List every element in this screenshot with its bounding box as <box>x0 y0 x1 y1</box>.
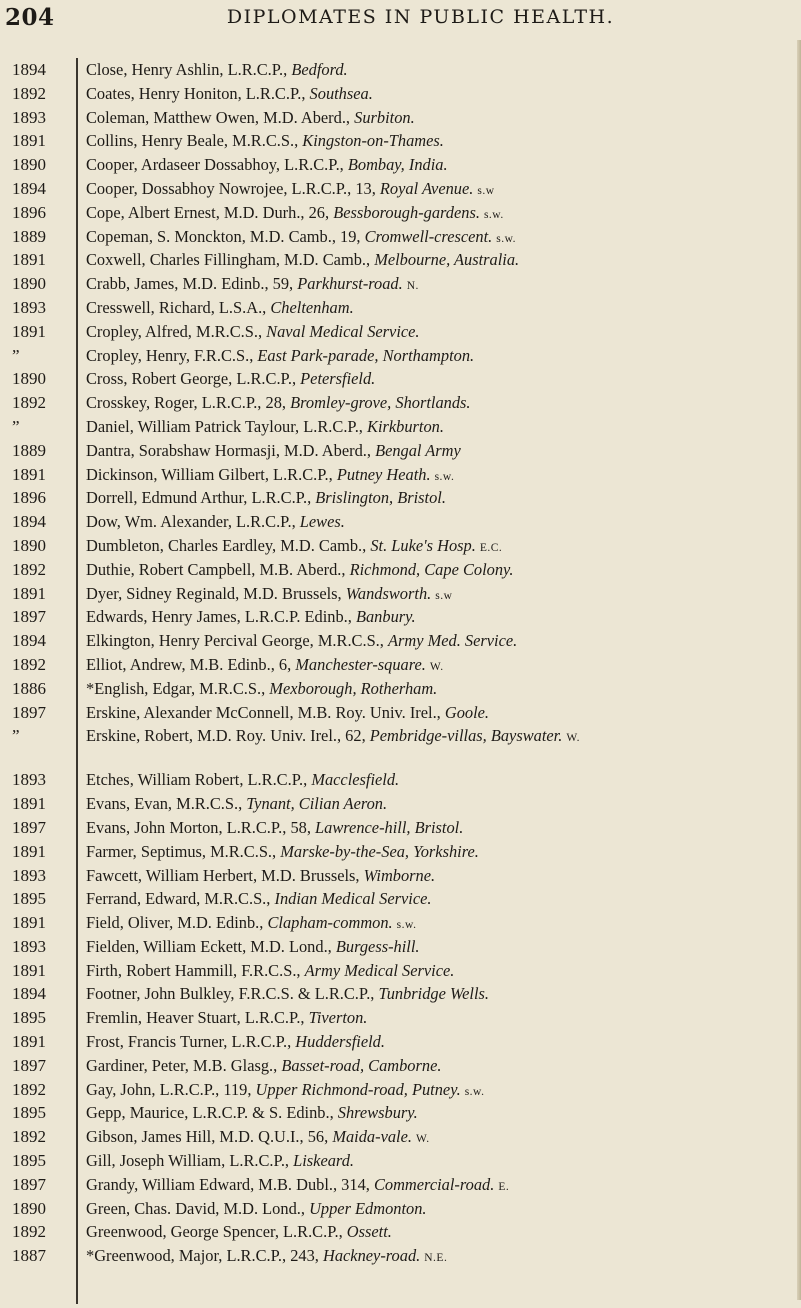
list-item <box>0 320 801 344</box>
entry-year: 1897 <box>12 817 46 837</box>
entry-year: 1892 <box>12 83 46 103</box>
entry-year: 1895 <box>12 1151 46 1171</box>
entry-place: Indian Medical Service. <box>274 889 432 909</box>
entry-place: Pembridge-villas, Bayswater. <box>369 726 563 746</box>
entry-year: 1897 <box>12 607 46 627</box>
list-item <box>0 344 801 368</box>
entry-name-qualification: Evans, John Morton, L.R.C.P., 58, <box>86 817 316 837</box>
entry-name-qualification: Close, Henry Ashlin, L.R.C.P., <box>86 60 292 79</box>
list-item <box>0 1244 801 1268</box>
entry-year: 1891 <box>12 131 46 151</box>
entry-text <box>86 225 795 252</box>
entry-place: Clapham-common. <box>267 913 393 933</box>
entry-year: 1893 <box>12 865 46 885</box>
entry-year: 1890 <box>12 1198 46 1218</box>
entry-place: Richmond, Cape Colony. <box>349 559 514 579</box>
entry-place: Maida-vale. <box>332 1127 412 1147</box>
entry-text <box>86 415 795 439</box>
entry-name-qualification: Fawcett, William Herbert, M.D. Brussels, <box>86 865 364 885</box>
list-item <box>0 629 801 653</box>
entry-name-qualification: Gepp, Maurice, L.R.C.P. & S. Edinb., <box>86 1103 338 1123</box>
entry-year: 1892 <box>12 1127 46 1147</box>
entry-place: Army Med. Service. <box>387 631 518 651</box>
list-item <box>0 701 801 725</box>
entry-text <box>86 816 795 840</box>
entry-name-qualification: Cooper, Ardaseer Dossabhoy, L.R.C.P., <box>86 155 348 175</box>
entry-place: Basset-road, Camborne. <box>281 1055 442 1075</box>
list-item <box>0 558 801 582</box>
entry-year: 1891 <box>12 321 46 341</box>
entry-name-qualification: *English, Edgar, M.R.C.S., <box>86 678 270 698</box>
entry-place: Goole. <box>444 702 490 722</box>
entry-name-qualification: Etches, William Robert, L.R.C.P., <box>86 770 312 790</box>
entry-text <box>86 959 795 983</box>
entry-year: 1890 <box>12 155 46 175</box>
entry-year: 1891 <box>12 841 46 861</box>
list-item <box>0 486 801 510</box>
list-item <box>0 296 801 320</box>
list-item <box>0 1078 801 1102</box>
entry-place: Lewes. <box>299 512 345 532</box>
entry-place: Wimborne. <box>363 865 436 885</box>
entry-name-qualification: Cropley, Alfred, M.R.C.S., <box>86 321 267 341</box>
entry-name-qualification: Evans, Evan, M.R.C.S., <box>86 794 247 814</box>
list-item <box>0 653 801 677</box>
entry-place: Tunbridge Wells. <box>378 984 489 1004</box>
entry-district: s.w <box>435 589 453 602</box>
list-item <box>0 129 801 153</box>
entry-district: s.w <box>477 184 495 197</box>
entry-year: 1887 <box>12 1246 46 1266</box>
entry-name-qualification: Erskine, Robert, M.D. Roy. Univ. Irel., 62, <box>86 726 370 746</box>
entry-place: Petersfield. <box>300 369 376 389</box>
entry-text <box>86 724 795 749</box>
entry-text <box>86 439 795 463</box>
entry-name-qualification: Dumbleton, Charles Eardley, M.D. Camb., <box>86 535 371 555</box>
list-item <box>0 510 801 534</box>
entry-district: s.w. <box>434 470 455 483</box>
list-item <box>0 225 801 249</box>
entry-year: 1891 <box>12 913 46 933</box>
entry-place: Hackney-road. <box>323 1246 421 1266</box>
entry-year: 1892 <box>12 393 46 413</box>
entry-name-qualification: Gardiner, Peter, M.B. Glasg., <box>86 1055 282 1075</box>
entry-text <box>86 701 795 725</box>
list-item <box>0 1173 801 1197</box>
entry-text <box>86 1244 795 1271</box>
entry-year: 1897 <box>12 1055 46 1075</box>
entry-text <box>86 534 795 561</box>
entry-year: 1894 <box>12 178 46 198</box>
entry-text <box>86 840 795 864</box>
entry-name-qualification: Coxwell, Charles Fillingham, M.D. Camb., <box>86 250 375 270</box>
entry-name-qualification: Cope, Albert Ernest, M.D. Durh., 26, <box>86 202 334 222</box>
page-header <box>0 4 801 36</box>
entry-place: St. Luke's Hosp. <box>370 535 476 555</box>
entry-place: Cromwell-crescent. <box>364 226 493 246</box>
entry-year: 1895 <box>12 889 46 909</box>
entry-name-qualification: Field, Oliver, M.D. Edinb., <box>86 913 268 933</box>
entry-year: 1896 <box>12 202 46 222</box>
entry-year: 1894 <box>12 984 46 1004</box>
list-item <box>0 724 801 768</box>
entry-place: Upper Edmonton. <box>309 1198 427 1218</box>
entry-year: 1890 <box>12 274 46 294</box>
entry-place: Huddersfield. <box>295 1032 385 1052</box>
entry-district: s.w. <box>396 919 417 932</box>
entry-name-qualification: Cross, Robert George, L.R.C.P., <box>86 369 301 389</box>
list-item <box>0 1006 801 1030</box>
entry-year: 1891 <box>12 583 46 603</box>
entry-place: Mexborough, Rotherham. <box>269 678 438 698</box>
entry-text <box>86 510 795 534</box>
entry-place: Kingston-on-Thames. <box>302 131 444 151</box>
list-item <box>0 605 801 629</box>
entry-year: 1892 <box>12 654 46 674</box>
list-item <box>0 82 801 106</box>
running-title: DIPLOMATES IN PUBLIC HEALTH. <box>226 6 615 28</box>
entry-name-qualification: Gibson, James Hill, M.D. Q.U.I., 56, <box>86 1127 333 1147</box>
entry-year: ” <box>12 345 20 365</box>
entry-name-qualification: Coleman, Matthew Owen, M.D. Aberd., <box>86 107 355 127</box>
entry-name-qualification: Frost, Francis Turner, L.R.C.P., <box>86 1032 296 1052</box>
entry-place: Army Medical Service. <box>304 960 455 980</box>
entry-text <box>86 1220 795 1244</box>
entry-place: Bombay, India. <box>347 155 448 175</box>
entry-place: Commercial-road. <box>373 1174 495 1194</box>
entry-place: Ossett. <box>346 1222 392 1242</box>
entry-place: Bessborough-gardens. <box>333 202 480 222</box>
entry-district: s.w. <box>483 208 504 221</box>
list-item <box>0 982 801 1006</box>
entry-text <box>86 486 795 510</box>
entry-place: Cheltenham. <box>270 297 354 317</box>
list-item <box>0 248 801 272</box>
list-item <box>0 792 801 816</box>
entry-year: 1891 <box>12 960 46 980</box>
entry-year: 1894 <box>12 512 46 532</box>
entry-text <box>86 1054 795 1078</box>
entry-name-qualification: Green, Chas. David, M.D. Lond., <box>86 1198 310 1218</box>
entry-name-qualification: Elliot, Andrew, M.B. Edinb., 6, <box>86 654 296 674</box>
entry-year: ” <box>12 416 20 436</box>
entry-year: 1891 <box>12 794 46 814</box>
entry-text <box>86 1006 795 1030</box>
list-item <box>0 582 801 606</box>
entry-place: Lawrence-hill, Bristol. <box>315 817 464 837</box>
entry-district: N.E. <box>424 1252 448 1265</box>
entry-place: Banbury. <box>355 607 416 627</box>
entry-year: 1897 <box>12 702 46 722</box>
entry-name-qualification: Fielden, William Eckett, M.D. Lond., <box>86 936 336 956</box>
entry-name-qualification: Copeman, S. Monckton, M.D. Camb., 19, <box>86 226 365 246</box>
entry-name-qualification: Gay, John, L.R.C.P., 119, <box>86 1079 256 1099</box>
entry-district: s.w. <box>496 232 517 245</box>
list-item <box>0 58 801 82</box>
entry-text <box>86 677 795 701</box>
entry-district: s.w. <box>464 1085 485 1098</box>
entry-name-qualification: Footner, John Bulkley, F.R.C.S. & L.R.C.P., <box>86 984 379 1004</box>
list-item <box>0 1149 801 1173</box>
entry-text <box>86 344 795 368</box>
entry-place: Kirkburton. <box>367 416 444 436</box>
list-item <box>0 153 801 177</box>
entry-text <box>86 768 795 792</box>
entry-place: Bromley-grove, Shortlands. <box>290 393 471 413</box>
entry-name-qualification: Duthie, Robert Campbell, M.B. Aberd., <box>86 559 350 579</box>
list-item <box>0 1030 801 1054</box>
entry-name-qualification: Ferrand, Edward, M.R.C.S., <box>86 889 275 909</box>
page-number: 204 <box>5 4 55 31</box>
entry-text <box>86 201 795 228</box>
entry-district: N. <box>406 280 419 293</box>
entry-name-qualification: Elkington, Henry Percival George, M.R.C.S., <box>86 631 388 651</box>
entry-text <box>86 1125 795 1152</box>
entry-place: Marske-by-the-Sea, Yorkshire. <box>280 841 479 861</box>
entry-year: 1889 <box>12 226 46 246</box>
entry-year: 1894 <box>12 631 46 651</box>
list-item <box>0 1197 801 1221</box>
entry-text <box>86 463 795 490</box>
entry-name-qualification: Greenwood, George Spencer, L.R.C.P., <box>86 1222 347 1242</box>
entry-text <box>86 391 795 415</box>
entry-place: Wandsworth. <box>345 583 432 603</box>
list-item <box>0 201 801 225</box>
entry-place: Shrewsbury. <box>337 1103 418 1123</box>
diplomate-list <box>0 58 801 1268</box>
page-edge <box>797 40 801 1300</box>
entry-text <box>86 82 795 106</box>
entry-year: 1892 <box>12 559 46 579</box>
entry-name-qualification: Erskine, Alexander McConnell, M.B. Roy. Univ. Irel., <box>86 702 445 722</box>
entry-name-qualification: Farmer, Septimus, M.R.C.S., <box>86 841 281 861</box>
list-item <box>0 768 801 792</box>
list-item <box>0 935 801 959</box>
entry-place: East Park-parade, Northampton. <box>257 345 475 365</box>
entry-place: Upper Richmond-road, Putney. <box>255 1079 461 1099</box>
entry-name-qualification: Firth, Robert Hammill, F.R.C.S., <box>86 960 305 980</box>
entry-text <box>86 911 795 938</box>
entry-text <box>86 1197 795 1221</box>
list-item <box>0 677 801 701</box>
entry-year: 1890 <box>12 369 46 389</box>
entry-name-qualification: Cropley, Henry, F.R.C.S., <box>86 345 258 365</box>
list-item <box>0 1125 801 1149</box>
entry-name-qualification: Dickinson, William Gilbert, L.R.C.P., <box>86 464 337 484</box>
entry-year: 1893 <box>12 936 46 956</box>
list-item <box>0 816 801 840</box>
entry-year: 1895 <box>12 1008 46 1028</box>
entry-text <box>86 887 795 911</box>
entry-year: 1886 <box>12 678 46 698</box>
entry-district: W. <box>415 1133 430 1146</box>
entry-name-qualification: Dantra, Sorabshaw Hormasji, M.D. Aberd., <box>86 440 376 460</box>
list-item <box>0 391 801 415</box>
entry-name-qualification: Daniel, William Patrick Taylour, L.R.C.P., <box>86 416 368 436</box>
list-item <box>0 1101 801 1125</box>
entry-text <box>86 129 795 153</box>
entry-district: W. <box>429 660 444 673</box>
list-item <box>0 864 801 888</box>
entry-year: 1891 <box>12 250 46 270</box>
entry-text <box>86 653 795 680</box>
entry-place: Manchester-square. <box>295 654 426 674</box>
list-item <box>0 463 801 487</box>
entry-text <box>86 1173 795 1200</box>
entry-text <box>86 177 795 204</box>
entry-name-qualification: Gill, Joseph William, L.R.C.P., <box>86 1151 294 1171</box>
entry-place: Bengal Army <box>375 440 461 460</box>
entry-place: Melbourne, Australia. <box>374 250 520 270</box>
list-item <box>0 177 801 201</box>
list-item <box>0 1054 801 1078</box>
list-item <box>0 840 801 864</box>
entry-text <box>86 153 795 177</box>
entry-name-qualification: Dorrell, Edmund Arthur, L.R.C.P., <box>86 488 316 508</box>
entry-name-qualification: Coates, Henry Honiton, L.R.C.P., <box>86 83 310 103</box>
list-item <box>0 887 801 911</box>
entry-place: Tynant, Cilian Aeron. <box>246 794 388 814</box>
entry-name-qualification: Crosskey, Roger, L.R.C.P., 28, <box>86 393 291 413</box>
entry-year: 1897 <box>12 1174 46 1194</box>
list-item <box>0 534 801 558</box>
entry-text <box>86 1101 795 1125</box>
entry-place: Southsea. <box>309 83 373 103</box>
list-item <box>0 911 801 935</box>
list-item <box>0 439 801 463</box>
entry-text <box>86 935 795 959</box>
entry-year: 1894 <box>12 60 46 79</box>
entry-year: 1893 <box>12 297 46 317</box>
entry-year: 1891 <box>12 1032 46 1052</box>
entry-name-qualification: *Greenwood, Major, L.R.C.P., 243, <box>86 1246 323 1266</box>
entry-text <box>86 320 795 344</box>
entry-text <box>86 367 795 391</box>
entry-text <box>86 296 795 320</box>
entry-text <box>86 605 795 629</box>
entry-district: W. <box>566 732 581 745</box>
entry-text <box>86 629 795 653</box>
entry-year: 1890 <box>12 535 46 555</box>
entry-name-qualification: Fremlin, Heaver Stuart, L.R.C.P., <box>86 1008 309 1028</box>
entry-year: 1893 <box>12 107 46 127</box>
entry-text <box>86 272 795 299</box>
list-item <box>0 367 801 391</box>
list-item <box>0 415 801 439</box>
entry-text <box>86 864 795 888</box>
entry-district: E.C. <box>479 541 503 554</box>
entry-name-qualification: Cresswell, Richard, L.S.A., <box>86 297 271 317</box>
entry-year: 1891 <box>12 464 46 484</box>
entry-place: Brislington, Bristol. <box>315 488 446 508</box>
entry-name-qualification: Dyer, Sidney Reginald, M.D. Brussels, <box>86 583 346 603</box>
entry-name-qualification: Edwards, Henry James, L.R.C.P. Edinb., <box>86 607 356 627</box>
entry-year: 1889 <box>12 440 46 460</box>
entry-name-qualification: Collins, Henry Beale, M.R.C.S., <box>86 131 303 151</box>
entry-name-qualification: Dow, Wm. Alexander, L.R.C.P., <box>86 512 300 532</box>
list-item <box>0 106 801 130</box>
entry-district: E. <box>498 1180 510 1193</box>
entry-place: Burgess-hill. <box>335 936 420 956</box>
entry-year: ” <box>12 726 20 746</box>
entry-text <box>86 248 795 272</box>
entry-place: Liskeard. <box>293 1151 354 1171</box>
entry-place: Surbiton. <box>354 107 415 127</box>
list-item <box>0 272 801 296</box>
entry-text <box>86 982 795 1006</box>
entry-place: Parkhurst-road. <box>297 274 403 294</box>
entry-text <box>86 558 795 582</box>
entry-name-qualification: Cooper, Dossabhoy Nowrojee, L.R.C.P., 13, <box>86 178 380 198</box>
list-item <box>0 1220 801 1244</box>
entry-place: Putney Heath. <box>336 464 431 484</box>
entry-year: 1896 <box>12 488 46 508</box>
entry-text <box>86 1149 795 1173</box>
entry-text <box>86 1030 795 1054</box>
entry-text <box>86 1078 795 1105</box>
entry-place: Macclesfield. <box>311 770 400 790</box>
entry-place: Naval Medical Service. <box>266 321 420 341</box>
entry-place: Bedford. <box>291 60 348 79</box>
entry-text <box>86 58 795 82</box>
list-item <box>0 959 801 983</box>
entry-year: 1893 <box>12 770 46 790</box>
entry-text <box>86 106 795 130</box>
entry-name-qualification: Crabb, James, M.D. Edinb., 59, <box>86 274 298 294</box>
entry-text <box>86 792 795 816</box>
entry-year: 1892 <box>12 1079 46 1099</box>
entry-year: 1892 <box>12 1222 46 1242</box>
entry-year: 1895 <box>12 1103 46 1123</box>
entry-place: Royal Avenue. <box>379 178 474 198</box>
entry-place: Tiverton. <box>308 1008 368 1028</box>
entry-text <box>86 582 795 609</box>
entry-name-qualification: Grandy, William Edward, M.B. Dubl., 314, <box>86 1174 374 1194</box>
